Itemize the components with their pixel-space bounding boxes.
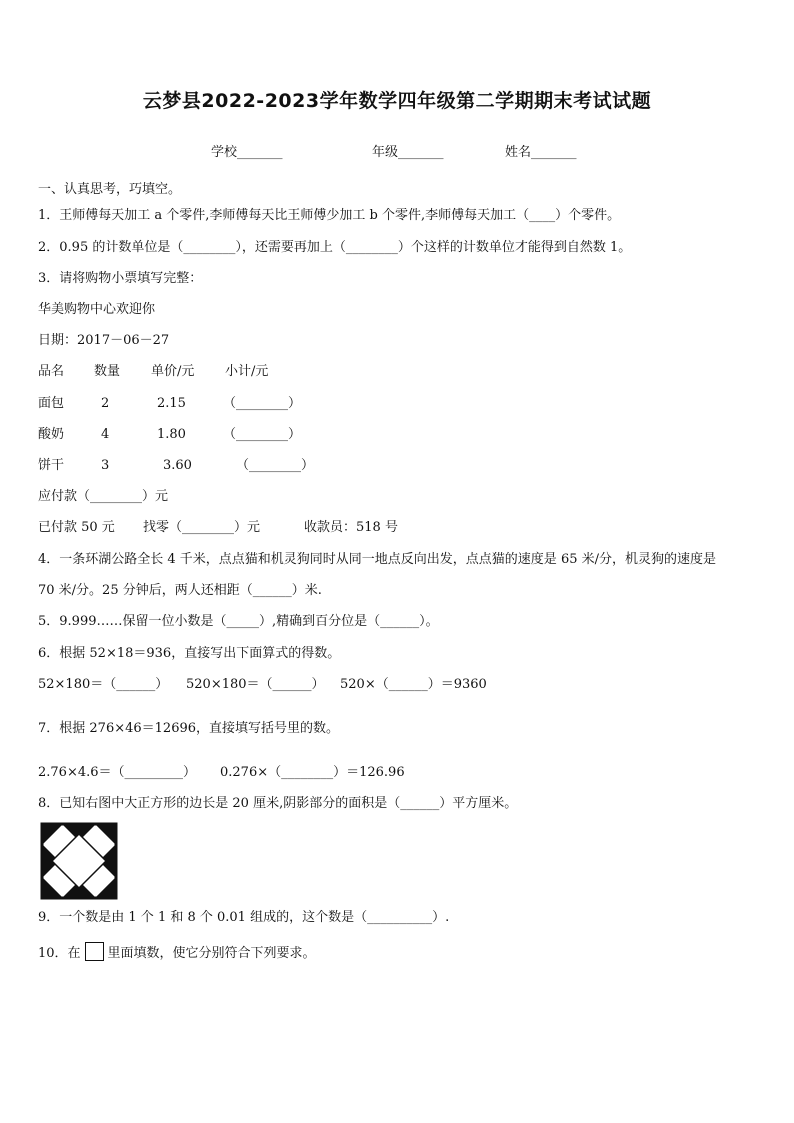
question-4-cont: 70 米/分。25 分钟后，两人还相距（______）米. <box>38 583 322 598</box>
q7-item: 2.76×4.6＝（_________） <box>38 765 197 780</box>
receipt-due: 应付款（________）元 <box>38 489 169 504</box>
q10-suffix: 里面填数，使它分别符合下列要求。 <box>107 946 316 961</box>
section-heading: 一、认真思考，巧填空。 <box>38 182 182 197</box>
question-4: 4．一条环湖公路全长 4 千米，点点猫和机灵狗同时从同一地点反向出发，点点猫的速度是 65 米/分，机灵狗的速度是 <box>38 552 716 567</box>
receipt-store: 华美购物中心欢迎你 <box>38 302 156 317</box>
page-title: 云梦县2022-2023学年数学四年级第二学期期末考试试题 <box>142 90 652 112</box>
question-5: 5．9.999……保留一位小数是（_____）,精确到百分位是（______）。 <box>38 614 439 629</box>
receipt-header: 品名 <box>38 364 65 379</box>
receipt-header: 数量 <box>94 364 121 379</box>
question-1: 1．王师傅每天加工 a 个零件,李师傅每天比王师傅少加工 b 个零件,李师傅每天加工（____）个零件。 <box>38 208 621 223</box>
student-info-row <box>0 141 794 159</box>
receipt-cell: （________） <box>223 396 302 411</box>
receipt-cell: （________） <box>236 458 315 473</box>
receipt-cashier: 收款员：518 号 <box>304 520 398 535</box>
question-7: 7．根据 276×46＝12696，直接填写括号里的数。 <box>38 721 340 736</box>
grade-field: 年级_______ <box>372 145 444 160</box>
q7-item: 0.276×（________）＝126.96 <box>220 765 405 780</box>
receipt-header: 小计/元 <box>225 364 269 379</box>
square-figure <box>40 822 118 900</box>
receipt-cell: 面包 <box>38 396 65 411</box>
name-field: 姓名_______ <box>505 145 577 160</box>
school-field: 学校_______ <box>211 145 283 160</box>
receipt-date: 日期：2017－06－27 <box>38 333 170 348</box>
receipt-cell: 1.80 <box>157 427 186 442</box>
question-10 <box>38 942 316 962</box>
question-6: 6．根据 52×18＝936，直接写出下面算式的得数。 <box>38 646 341 661</box>
receipt-cell: 3 <box>101 458 110 473</box>
q6-item: 52×180＝（______） <box>38 677 169 692</box>
blank-box <box>85 942 104 961</box>
question-8: 8．已知右图中大正方形的边长是 20 厘米,阴影部分的面积是（______）平方厘米。 <box>38 796 518 811</box>
receipt-cell: 饼干 <box>38 458 65 473</box>
q6-item: 520×180＝（______） <box>186 677 325 692</box>
receipt-cell: 3.60 <box>163 458 192 473</box>
question-3: 3．请将购物小票填写完整： <box>38 271 203 286</box>
receipt-cell: 4 <box>101 427 110 442</box>
q6-item: 520×（______）＝9360 <box>340 677 487 692</box>
receipt-cell: 2 <box>101 396 110 411</box>
receipt-cell: 2.15 <box>157 396 186 411</box>
question-9: 9．一个数是由 1 个 1 和 8 个 0.01 组成的，这个数是（__________）. <box>38 910 450 925</box>
q10-prefix: 10．在 <box>38 946 81 961</box>
question-2: 2．0.95 的计数单位是（________），还需要再加上（________）个这样的计数单位才能得到自然数 1。 <box>38 240 632 255</box>
receipt-change: 找零（________）元 <box>143 520 261 535</box>
receipt-cell: （________） <box>223 427 302 442</box>
receipt-paid: 已付款 50 元 <box>38 520 115 535</box>
receipt-cell: 酸奶 <box>38 427 65 442</box>
receipt-header: 单价/元 <box>151 364 195 379</box>
